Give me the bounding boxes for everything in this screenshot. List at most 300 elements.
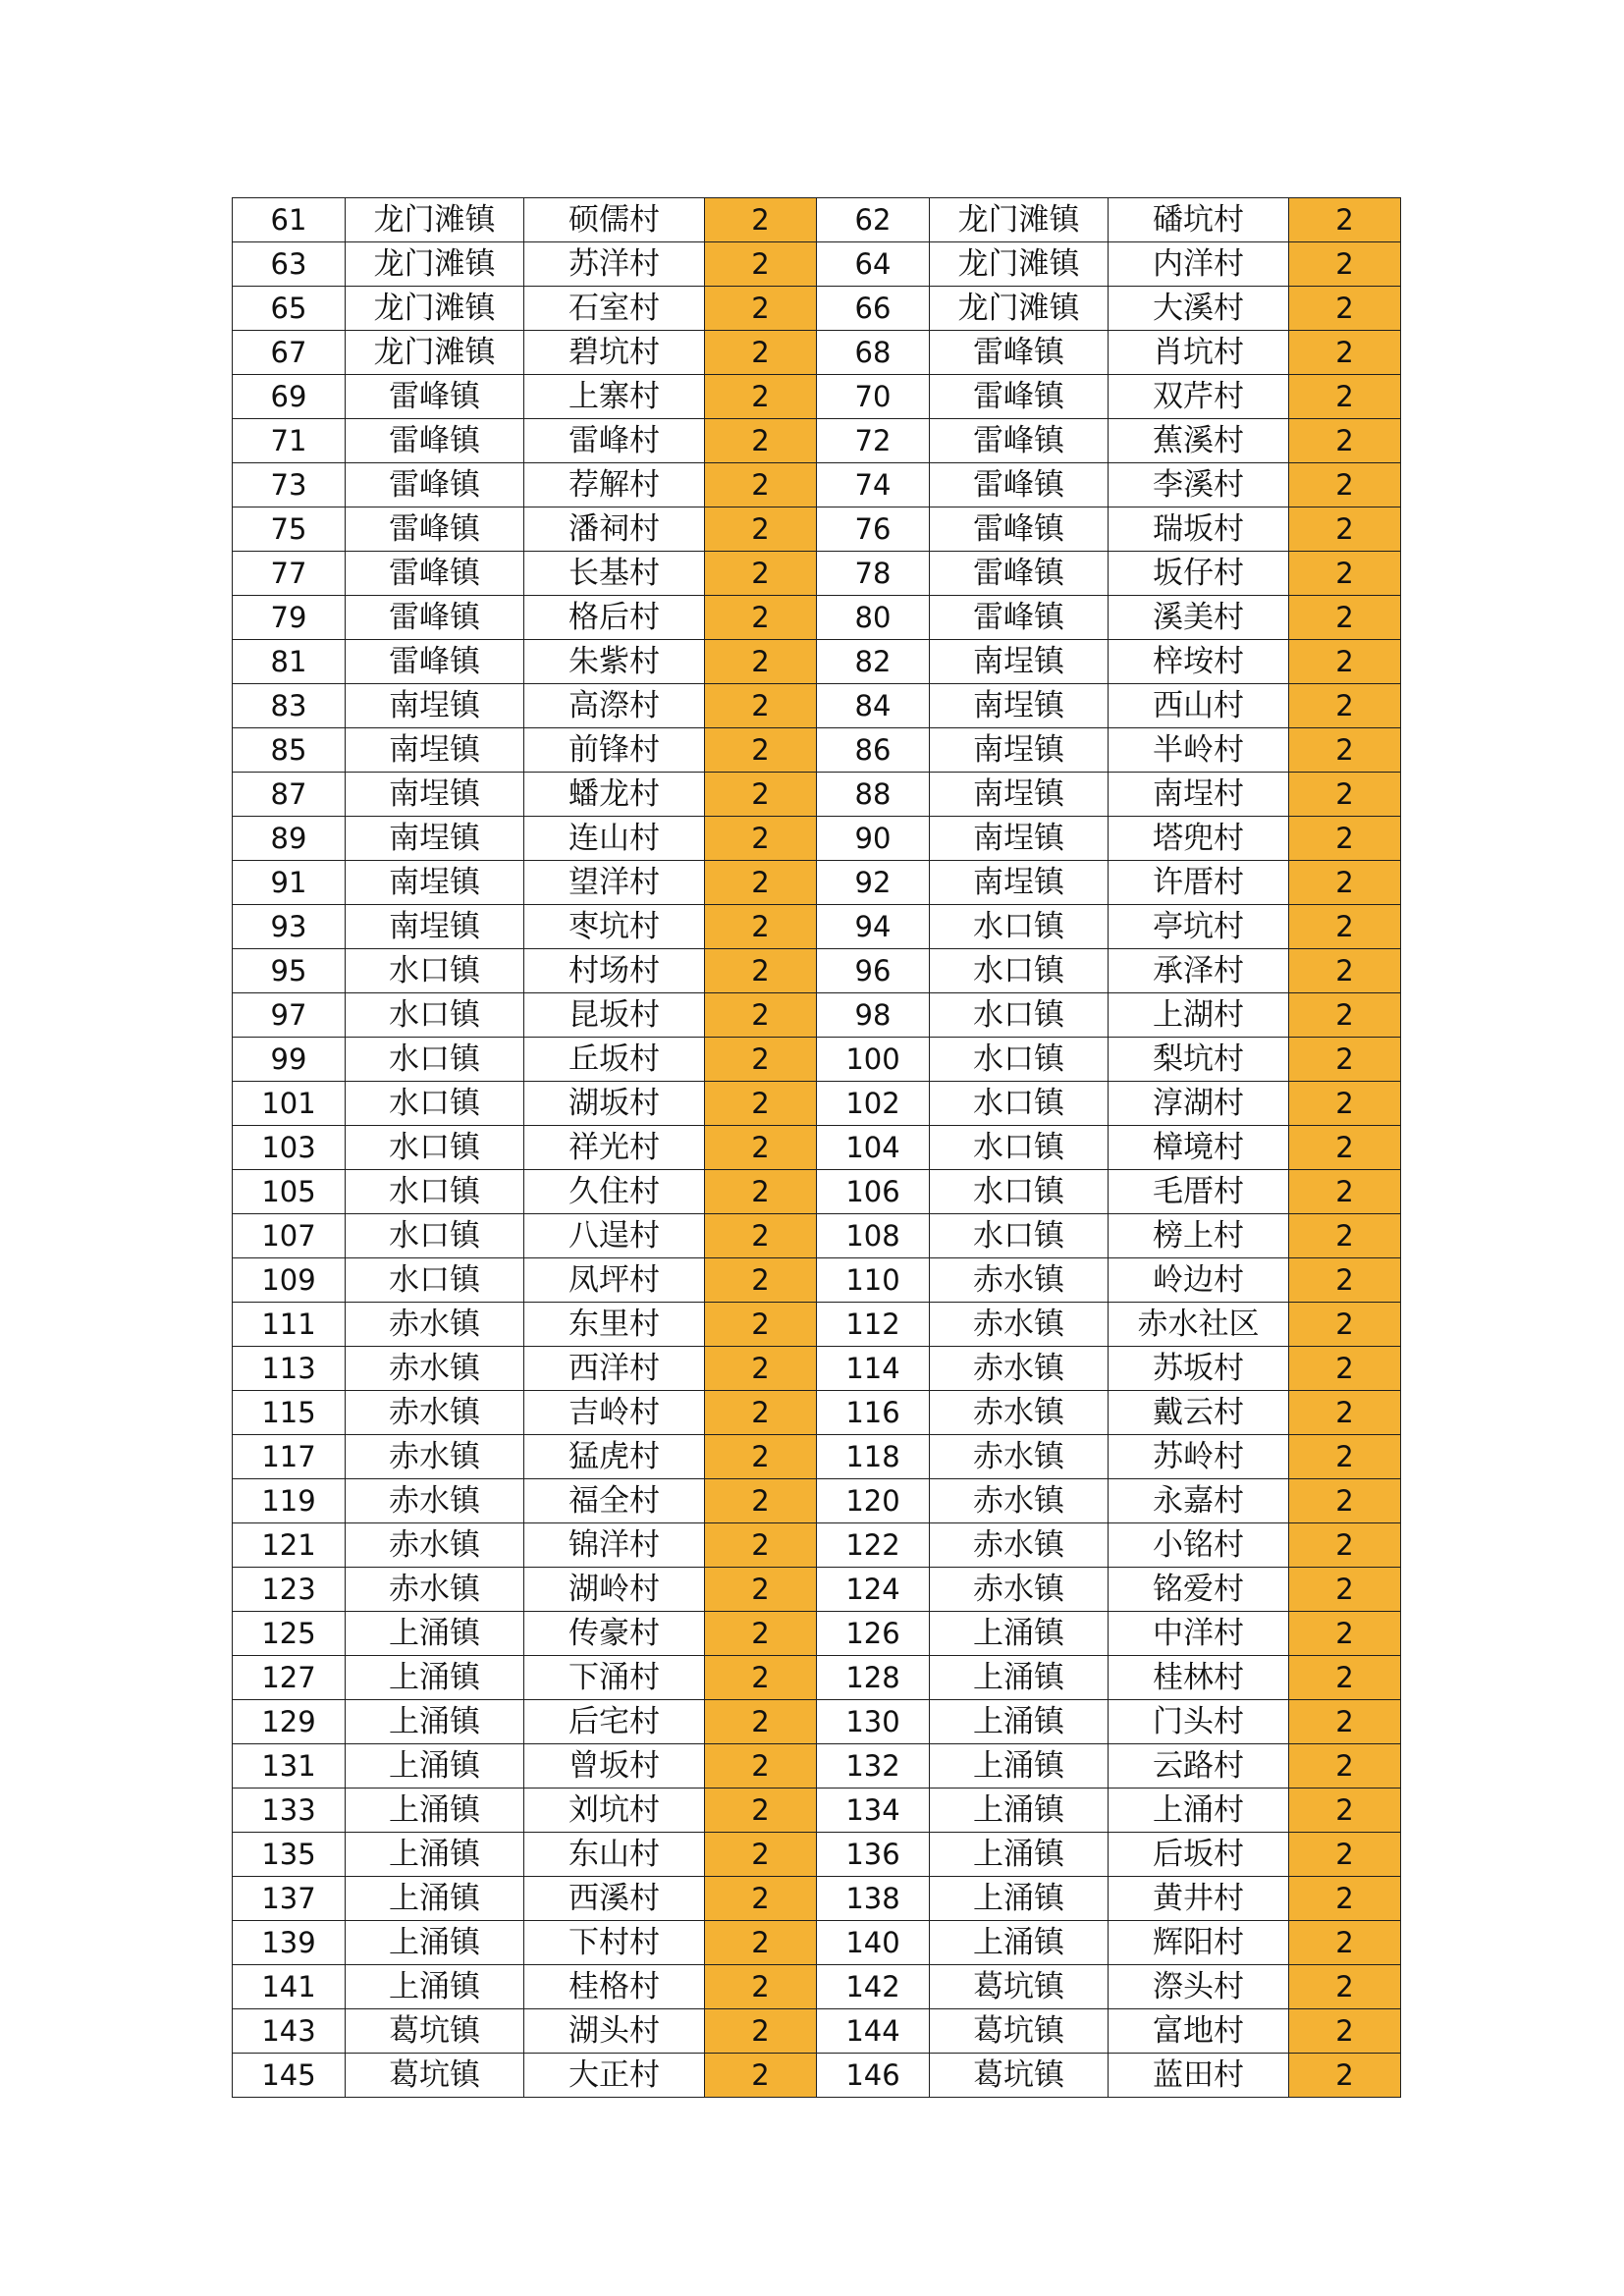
row-number-cell: 99 xyxy=(233,1038,346,1082)
value-cell: 2 xyxy=(705,1877,817,1921)
row-number-cell: 73 xyxy=(233,463,346,507)
village-cell: 塔兜村 xyxy=(1109,817,1289,861)
value-cell: 2 xyxy=(1289,375,1401,419)
town-cell: 赤水镇 xyxy=(930,1391,1109,1435)
value-cell: 2 xyxy=(705,507,817,552)
village-cell: 苏岭村 xyxy=(1109,1435,1289,1479)
town-cell: 南埕镇 xyxy=(930,640,1109,684)
village-cell: 湖岭村 xyxy=(524,1568,705,1612)
row-number-cell: 80 xyxy=(817,596,930,640)
village-cell: 戴云村 xyxy=(1109,1391,1289,1435)
value-cell: 2 xyxy=(1289,1214,1401,1258)
town-cell: 水口镇 xyxy=(346,949,524,993)
table-row xyxy=(233,861,1401,905)
village-cell: 丘坂村 xyxy=(524,1038,705,1082)
row-number-cell: 142 xyxy=(817,1965,930,2009)
value-cell: 2 xyxy=(1289,684,1401,728)
town-cell: 南埕镇 xyxy=(346,817,524,861)
value-cell: 2 xyxy=(1289,1789,1401,1833)
village-cell: 李溪村 xyxy=(1109,463,1289,507)
row-number-cell: 116 xyxy=(817,1391,930,1435)
village-cell: 下村村 xyxy=(524,1921,705,1965)
village-cell: 大正村 xyxy=(524,2054,705,2098)
value-cell: 2 xyxy=(1289,905,1401,949)
row-number-cell: 98 xyxy=(817,993,930,1038)
town-cell: 龙门滩镇 xyxy=(346,242,524,287)
row-number-cell: 77 xyxy=(233,552,346,596)
town-cell: 赤水镇 xyxy=(346,1347,524,1391)
value-cell: 2 xyxy=(705,1170,817,1214)
value-cell: 2 xyxy=(705,287,817,331)
town-cell: 上涌镇 xyxy=(346,1877,524,1921)
value-cell: 2 xyxy=(1289,1303,1401,1347)
value-cell: 2 xyxy=(705,1833,817,1877)
row-number-cell: 124 xyxy=(817,1568,930,1612)
table-row xyxy=(233,287,1401,331)
village-table xyxy=(232,197,1401,2098)
village-cell: 大溪村 xyxy=(1109,287,1289,331)
village-cell: 内洋村 xyxy=(1109,242,1289,287)
row-number-cell: 108 xyxy=(817,1214,930,1258)
village-cell: 赤水社区 xyxy=(1109,1303,1289,1347)
village-cell: 苏坂村 xyxy=(1109,1347,1289,1391)
town-cell: 雷峰镇 xyxy=(346,375,524,419)
row-number-cell: 135 xyxy=(233,1833,346,1877)
row-number-cell: 105 xyxy=(233,1170,346,1214)
value-cell: 2 xyxy=(1289,331,1401,375)
village-cell: 村场村 xyxy=(524,949,705,993)
table-row xyxy=(233,1038,1401,1082)
value-cell: 2 xyxy=(705,1612,817,1656)
row-number-cell: 69 xyxy=(233,375,346,419)
town-cell: 水口镇 xyxy=(930,1082,1109,1126)
row-number-cell: 78 xyxy=(817,552,930,596)
village-cell: 前锋村 xyxy=(524,728,705,773)
town-cell: 水口镇 xyxy=(346,1126,524,1170)
row-number-cell: 66 xyxy=(817,287,930,331)
table-row xyxy=(233,1744,1401,1789)
town-cell: 南埕镇 xyxy=(346,773,524,817)
village-cell: 小铭村 xyxy=(1109,1523,1289,1568)
row-number-cell: 72 xyxy=(817,419,930,463)
value-cell: 2 xyxy=(705,331,817,375)
table-body xyxy=(233,198,1401,2098)
village-cell: 门头村 xyxy=(1109,1700,1289,1744)
town-cell: 赤水镇 xyxy=(930,1303,1109,1347)
row-number-cell: 90 xyxy=(817,817,930,861)
row-number-cell: 136 xyxy=(817,1833,930,1877)
village-cell: 凤坪村 xyxy=(524,1258,705,1303)
town-cell: 水口镇 xyxy=(346,1038,524,1082)
table-row xyxy=(233,419,1401,463)
row-number-cell: 132 xyxy=(817,1744,930,1789)
row-number-cell: 109 xyxy=(233,1258,346,1303)
value-cell: 2 xyxy=(1289,1082,1401,1126)
village-cell: 溪美村 xyxy=(1109,596,1289,640)
table-row xyxy=(233,684,1401,728)
row-number-cell: 70 xyxy=(817,375,930,419)
town-cell: 水口镇 xyxy=(346,993,524,1038)
village-cell: 刘坑村 xyxy=(524,1789,705,1833)
town-cell: 水口镇 xyxy=(346,1214,524,1258)
table-row xyxy=(233,817,1401,861)
row-number-cell: 74 xyxy=(817,463,930,507)
row-number-cell: 95 xyxy=(233,949,346,993)
row-number-cell: 107 xyxy=(233,1214,346,1258)
value-cell: 2 xyxy=(1289,1347,1401,1391)
value-cell: 2 xyxy=(705,993,817,1038)
town-cell: 葛坑镇 xyxy=(346,2054,524,2098)
value-cell: 2 xyxy=(1289,1568,1401,1612)
town-cell: 赤水镇 xyxy=(930,1258,1109,1303)
town-cell: 上涌镇 xyxy=(346,1612,524,1656)
town-cell: 上涌镇 xyxy=(930,1921,1109,1965)
village-cell: 瑞坂村 xyxy=(1109,507,1289,552)
value-cell: 2 xyxy=(705,1656,817,1700)
value-cell: 2 xyxy=(705,861,817,905)
table-row xyxy=(233,773,1401,817)
value-cell: 2 xyxy=(1289,463,1401,507)
row-number-cell: 76 xyxy=(817,507,930,552)
town-cell: 葛坑镇 xyxy=(930,2054,1109,2098)
town-cell: 上涌镇 xyxy=(930,1789,1109,1833)
value-cell: 2 xyxy=(1289,949,1401,993)
town-cell: 上涌镇 xyxy=(346,1921,524,1965)
value-cell: 2 xyxy=(1289,419,1401,463)
village-cell: 梨坑村 xyxy=(1109,1038,1289,1082)
row-number-cell: 112 xyxy=(817,1303,930,1347)
row-number-cell: 75 xyxy=(233,507,346,552)
village-cell: 潘祠村 xyxy=(524,507,705,552)
table-row xyxy=(233,1789,1401,1833)
village-cell: 久住村 xyxy=(524,1170,705,1214)
value-cell: 2 xyxy=(705,1258,817,1303)
row-number-cell: 138 xyxy=(817,1877,930,1921)
row-number-cell: 83 xyxy=(233,684,346,728)
value-cell: 2 xyxy=(705,1700,817,1744)
value-cell: 2 xyxy=(1289,1921,1401,1965)
table-row xyxy=(233,1435,1401,1479)
table-row xyxy=(233,1700,1401,1744)
village-cell: 曾坂村 xyxy=(524,1744,705,1789)
value-cell: 2 xyxy=(1289,1700,1401,1744)
town-cell: 上涌镇 xyxy=(930,1744,1109,1789)
village-cell: 梓垵村 xyxy=(1109,640,1289,684)
village-cell: 湖坂村 xyxy=(524,1082,705,1126)
village-cell: 枣坑村 xyxy=(524,905,705,949)
village-cell: 西洋村 xyxy=(524,1347,705,1391)
row-number-cell: 103 xyxy=(233,1126,346,1170)
town-cell: 上涌镇 xyxy=(346,1656,524,1700)
value-cell: 2 xyxy=(705,2009,817,2054)
row-number-cell: 117 xyxy=(233,1435,346,1479)
town-cell: 上涌镇 xyxy=(346,1789,524,1833)
town-cell: 南埕镇 xyxy=(930,817,1109,861)
town-cell: 龙门滩镇 xyxy=(346,331,524,375)
town-cell: 雷峰镇 xyxy=(930,596,1109,640)
row-number-cell: 122 xyxy=(817,1523,930,1568)
town-cell: 水口镇 xyxy=(930,1170,1109,1214)
value-cell: 2 xyxy=(705,2054,817,2098)
value-cell: 2 xyxy=(1289,1170,1401,1214)
row-number-cell: 137 xyxy=(233,1877,346,1921)
town-cell: 南埕镇 xyxy=(930,728,1109,773)
table-row xyxy=(233,242,1401,287)
row-number-cell: 96 xyxy=(817,949,930,993)
town-cell: 雷峰镇 xyxy=(930,552,1109,596)
value-cell: 2 xyxy=(1289,1656,1401,1700)
town-cell: 雷峰镇 xyxy=(346,552,524,596)
town-cell: 南埕镇 xyxy=(346,905,524,949)
village-cell: 肖坑村 xyxy=(1109,331,1289,375)
value-cell: 2 xyxy=(705,905,817,949)
row-number-cell: 62 xyxy=(817,198,930,242)
village-cell: 长基村 xyxy=(524,552,705,596)
table-row xyxy=(233,1258,1401,1303)
row-number-cell: 133 xyxy=(233,1789,346,1833)
row-number-cell: 81 xyxy=(233,640,346,684)
village-cell: 榜上村 xyxy=(1109,1214,1289,1258)
village-cell: 上湖村 xyxy=(1109,993,1289,1038)
town-cell: 上涌镇 xyxy=(930,1612,1109,1656)
value-cell: 2 xyxy=(1289,287,1401,331)
row-number-cell: 125 xyxy=(233,1612,346,1656)
table-row xyxy=(233,1126,1401,1170)
value-cell: 2 xyxy=(1289,242,1401,287)
village-cell: 富地村 xyxy=(1109,2009,1289,2054)
row-number-cell: 67 xyxy=(233,331,346,375)
value-cell: 2 xyxy=(705,1303,817,1347)
table-row xyxy=(233,1303,1401,1347)
value-cell: 2 xyxy=(705,1038,817,1082)
row-number-cell: 88 xyxy=(817,773,930,817)
town-cell: 水口镇 xyxy=(930,1126,1109,1170)
row-number-cell: 101 xyxy=(233,1082,346,1126)
village-cell: 桂林村 xyxy=(1109,1656,1289,1700)
value-cell: 2 xyxy=(1289,1391,1401,1435)
town-cell: 赤水镇 xyxy=(930,1435,1109,1479)
village-cell: 南埕村 xyxy=(1109,773,1289,817)
town-cell: 水口镇 xyxy=(930,1038,1109,1082)
row-number-cell: 119 xyxy=(233,1479,346,1523)
village-cell: 岭边村 xyxy=(1109,1258,1289,1303)
value-cell: 2 xyxy=(705,1789,817,1833)
village-cell: 湖头村 xyxy=(524,2009,705,2054)
village-cell: 祥光村 xyxy=(524,1126,705,1170)
value-cell: 2 xyxy=(705,463,817,507)
village-cell: 雷峰村 xyxy=(524,419,705,463)
value-cell: 2 xyxy=(705,640,817,684)
town-cell: 葛坑镇 xyxy=(930,2009,1109,2054)
village-cell: 吉岭村 xyxy=(524,1391,705,1435)
village-cell: 朱紫村 xyxy=(524,640,705,684)
row-number-cell: 100 xyxy=(817,1038,930,1082)
town-cell: 雷峰镇 xyxy=(346,419,524,463)
value-cell: 2 xyxy=(705,596,817,640)
table-row xyxy=(233,1921,1401,1965)
value-cell: 2 xyxy=(705,552,817,596)
town-cell: 上涌镇 xyxy=(346,1833,524,1877)
value-cell: 2 xyxy=(705,1965,817,2009)
value-cell: 2 xyxy=(1289,993,1401,1038)
village-cell: 云路村 xyxy=(1109,1744,1289,1789)
value-cell: 2 xyxy=(1289,1126,1401,1170)
village-cell: 辉阳村 xyxy=(1109,1921,1289,1965)
row-number-cell: 97 xyxy=(233,993,346,1038)
town-cell: 雷峰镇 xyxy=(930,331,1109,375)
village-cell: 蕉溪村 xyxy=(1109,419,1289,463)
town-cell: 赤水镇 xyxy=(930,1568,1109,1612)
village-cell: 后宅村 xyxy=(524,1700,705,1744)
town-cell: 水口镇 xyxy=(930,993,1109,1038)
row-number-cell: 130 xyxy=(817,1700,930,1744)
value-cell: 2 xyxy=(1289,861,1401,905)
village-cell: 蟠龙村 xyxy=(524,773,705,817)
table-row xyxy=(233,1612,1401,1656)
row-number-cell: 143 xyxy=(233,2009,346,2054)
row-number-cell: 89 xyxy=(233,817,346,861)
row-number-cell: 145 xyxy=(233,2054,346,2098)
table-row xyxy=(233,2054,1401,2098)
table-row xyxy=(233,1965,1401,2009)
town-cell: 水口镇 xyxy=(346,1082,524,1126)
row-number-cell: 84 xyxy=(817,684,930,728)
village-cell: 下涌村 xyxy=(524,1656,705,1700)
row-number-cell: 144 xyxy=(817,2009,930,2054)
town-cell: 南埕镇 xyxy=(930,861,1109,905)
table-row xyxy=(233,596,1401,640)
village-cell: 苏洋村 xyxy=(524,242,705,287)
village-cell: 福全村 xyxy=(524,1479,705,1523)
value-cell: 2 xyxy=(705,1214,817,1258)
row-number-cell: 63 xyxy=(233,242,346,287)
town-cell: 葛坑镇 xyxy=(930,1965,1109,2009)
row-number-cell: 92 xyxy=(817,861,930,905)
town-cell: 雷峰镇 xyxy=(930,375,1109,419)
village-cell: 黄井村 xyxy=(1109,1877,1289,1921)
value-cell: 2 xyxy=(1289,198,1401,242)
table-row xyxy=(233,1656,1401,1700)
town-cell: 雷峰镇 xyxy=(346,596,524,640)
value-cell: 2 xyxy=(705,1082,817,1126)
town-cell: 南埕镇 xyxy=(930,684,1109,728)
table-row xyxy=(233,728,1401,773)
value-cell: 2 xyxy=(1289,2009,1401,2054)
row-number-cell: 113 xyxy=(233,1347,346,1391)
village-cell: 锦洋村 xyxy=(524,1523,705,1568)
town-cell: 龙门滩镇 xyxy=(346,287,524,331)
table-row xyxy=(233,331,1401,375)
village-cell: 樟境村 xyxy=(1109,1126,1289,1170)
row-number-cell: 87 xyxy=(233,773,346,817)
town-cell: 龙门滩镇 xyxy=(930,198,1109,242)
value-cell: 2 xyxy=(1289,507,1401,552)
village-cell: 亭坑村 xyxy=(1109,905,1289,949)
village-cell: 上涌村 xyxy=(1109,1789,1289,1833)
village-cell: 望洋村 xyxy=(524,861,705,905)
table-row xyxy=(233,949,1401,993)
table-row xyxy=(233,1391,1401,1435)
town-cell: 雷峰镇 xyxy=(930,463,1109,507)
village-cell: 漈头村 xyxy=(1109,1965,1289,2009)
row-number-cell: 111 xyxy=(233,1303,346,1347)
row-number-cell: 134 xyxy=(817,1789,930,1833)
row-number-cell: 118 xyxy=(817,1435,930,1479)
village-cell: 中洋村 xyxy=(1109,1612,1289,1656)
town-cell: 赤水镇 xyxy=(346,1303,524,1347)
value-cell: 2 xyxy=(705,949,817,993)
value-cell: 2 xyxy=(1289,1612,1401,1656)
row-number-cell: 64 xyxy=(817,242,930,287)
value-cell: 2 xyxy=(1289,1258,1401,1303)
row-number-cell: 139 xyxy=(233,1921,346,1965)
village-cell: 铭爱村 xyxy=(1109,1568,1289,1612)
value-cell: 2 xyxy=(705,1479,817,1523)
village-cell: 昆坂村 xyxy=(524,993,705,1038)
table-row xyxy=(233,507,1401,552)
value-cell: 2 xyxy=(1289,1833,1401,1877)
row-number-cell: 115 xyxy=(233,1391,346,1435)
row-number-cell: 94 xyxy=(817,905,930,949)
row-number-cell: 68 xyxy=(817,331,930,375)
row-number-cell: 106 xyxy=(817,1170,930,1214)
town-cell: 水口镇 xyxy=(930,1214,1109,1258)
row-number-cell: 128 xyxy=(817,1656,930,1700)
table-row xyxy=(233,1833,1401,1877)
village-cell: 双芹村 xyxy=(1109,375,1289,419)
village-cell: 猛虎村 xyxy=(524,1435,705,1479)
village-cell: 永嘉村 xyxy=(1109,1479,1289,1523)
value-cell: 2 xyxy=(1289,817,1401,861)
town-cell: 上涌镇 xyxy=(930,1656,1109,1700)
value-cell: 2 xyxy=(705,198,817,242)
town-cell: 赤水镇 xyxy=(346,1435,524,1479)
town-cell: 赤水镇 xyxy=(346,1568,524,1612)
table-row xyxy=(233,1170,1401,1214)
town-cell: 南埕镇 xyxy=(930,773,1109,817)
value-cell: 2 xyxy=(705,1347,817,1391)
town-cell: 上涌镇 xyxy=(930,1700,1109,1744)
table-row xyxy=(233,993,1401,1038)
village-cell: 蓝田村 xyxy=(1109,2054,1289,2098)
village-cell: 碧坑村 xyxy=(524,331,705,375)
village-cell: 淳湖村 xyxy=(1109,1082,1289,1126)
town-cell: 葛坑镇 xyxy=(346,2009,524,2054)
row-number-cell: 71 xyxy=(233,419,346,463)
value-cell: 2 xyxy=(1289,1744,1401,1789)
value-cell: 2 xyxy=(705,1921,817,1965)
village-cell: 后坂村 xyxy=(1109,1833,1289,1877)
table-row xyxy=(233,1568,1401,1612)
town-cell: 赤水镇 xyxy=(930,1479,1109,1523)
row-number-cell: 114 xyxy=(817,1347,930,1391)
value-cell: 2 xyxy=(705,242,817,287)
table-row xyxy=(233,1479,1401,1523)
value-cell: 2 xyxy=(705,375,817,419)
village-cell: 硕儒村 xyxy=(524,198,705,242)
row-number-cell: 85 xyxy=(233,728,346,773)
value-cell: 2 xyxy=(1289,1877,1401,1921)
row-number-cell: 131 xyxy=(233,1744,346,1789)
table-row xyxy=(233,1877,1401,1921)
table-row xyxy=(233,552,1401,596)
town-cell: 上涌镇 xyxy=(346,1700,524,1744)
value-cell: 2 xyxy=(1289,1038,1401,1082)
value-cell: 2 xyxy=(705,817,817,861)
village-cell: 高漈村 xyxy=(524,684,705,728)
value-cell: 2 xyxy=(705,419,817,463)
table-row xyxy=(233,1523,1401,1568)
